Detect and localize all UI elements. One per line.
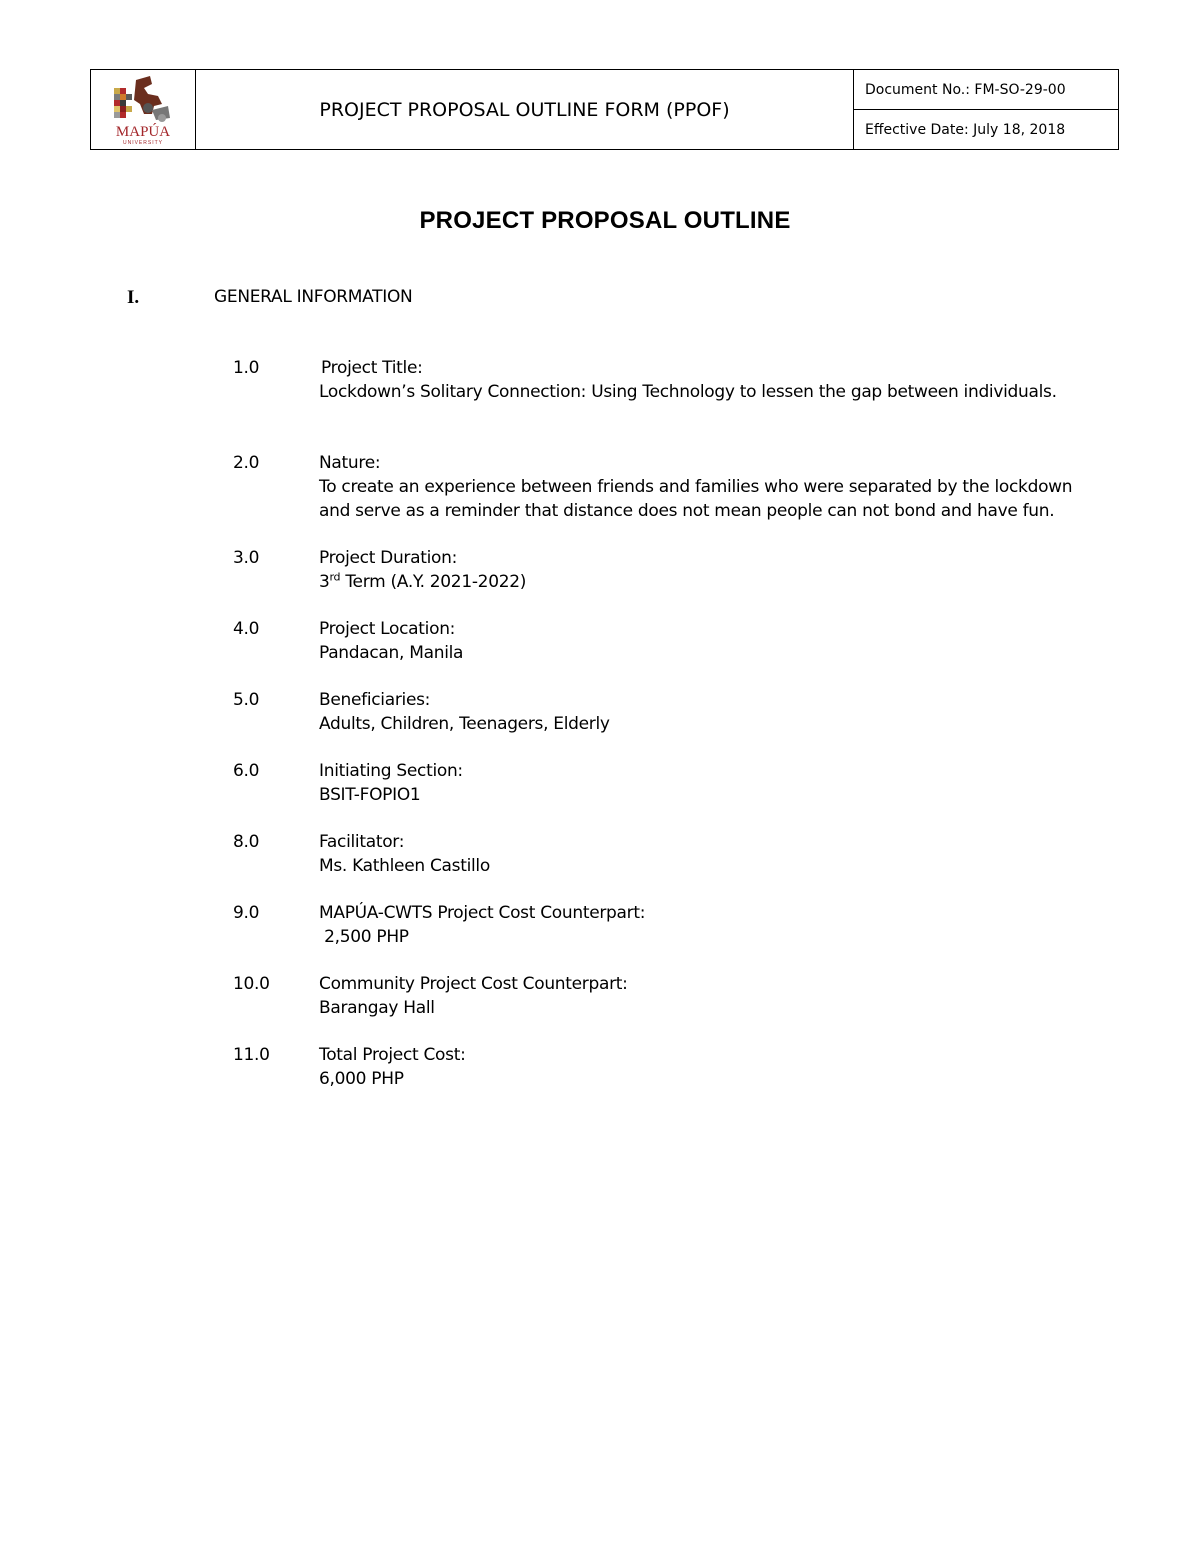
item-value: Lockdown’s Solitary Connection: Using Technology to lessen the gap between individuals. [319,382,1057,402]
item-number: 4.0 [233,619,260,639]
item-label: Project Location: [319,619,456,639]
item-label: Total Project Cost: [319,1045,466,1065]
svg-text:MAPÚA: MAPÚA [115,123,171,140]
item-number: 11.0 [233,1045,270,1065]
section-number: I. [127,287,140,308]
item-body [319,451,1139,523]
item-number: 3.0 [233,548,260,568]
item-number: 9.0 [233,903,260,923]
document-number: Document No.: FM-SO-29-00 [854,70,1118,110]
svg-text:UNIVERSITY: UNIVERSITY [122,139,164,146]
item-label: Community Project Cost Counterpart: [319,974,628,994]
item-body [321,356,1141,380]
item-value: 3rd Term (A.Y. 2021-2022) [319,570,527,592]
item-body [319,759,1139,807]
item-number: 10.0 [233,974,270,994]
item-body [319,830,1139,878]
item-value: To create an experience between friends and families who were separated by the lockdown [319,477,1073,497]
mapua-logo [108,74,178,146]
item-label: Beneficiaries: [319,690,431,710]
item-label: Nature: [319,453,381,473]
item-number: 2.0 [233,453,260,473]
item-value-line2: and serve as a reminder that distance does not mean people can not bond and have fun. [319,501,1055,521]
item-value: 6,000 PHP [319,1069,404,1089]
item-value: BSIT-FOPIO1 [319,785,421,805]
form-title: PROJECT PROPOSAL OUTLINE FORM (PPOF) [196,70,854,149]
item-value: Ms. Kathleen Castillo [319,856,490,876]
item-number: 8.0 [233,832,260,852]
item-body [319,546,1139,594]
item-body [319,901,1139,949]
item-label: Initiating Section: [319,761,463,781]
item-label: Project Duration: [319,548,458,568]
item-label: MAPÚA-CWTS Project Cost Counterpart: [319,903,646,923]
section-title: GENERAL INFORMATION [214,287,413,307]
item-label: Facilitator: [319,832,405,852]
item-number: 6.0 [233,761,260,781]
document-meta [854,70,1118,149]
item-value: Barangay Hall [319,998,435,1018]
effective-date: Effective Date: July 18, 2018 [865,121,1066,138]
item-body [319,617,1139,665]
logo-cell [91,70,196,149]
item-body [319,1043,1139,1091]
item-value: 2,500 PHP [319,927,409,947]
item-body [319,688,1139,736]
item-label: Project Title: [321,358,423,378]
form-header [90,69,1119,150]
item-number: 5.0 [233,690,260,710]
item-body [319,972,1139,1020]
item-value: Pandacan, Manila [319,643,464,663]
page-title: PROJECT PROPOSAL OUTLINE [419,207,791,234]
item-value: Adults, Children, Teenagers, Elderly [319,714,610,734]
item-number: 1.0 [233,358,260,378]
